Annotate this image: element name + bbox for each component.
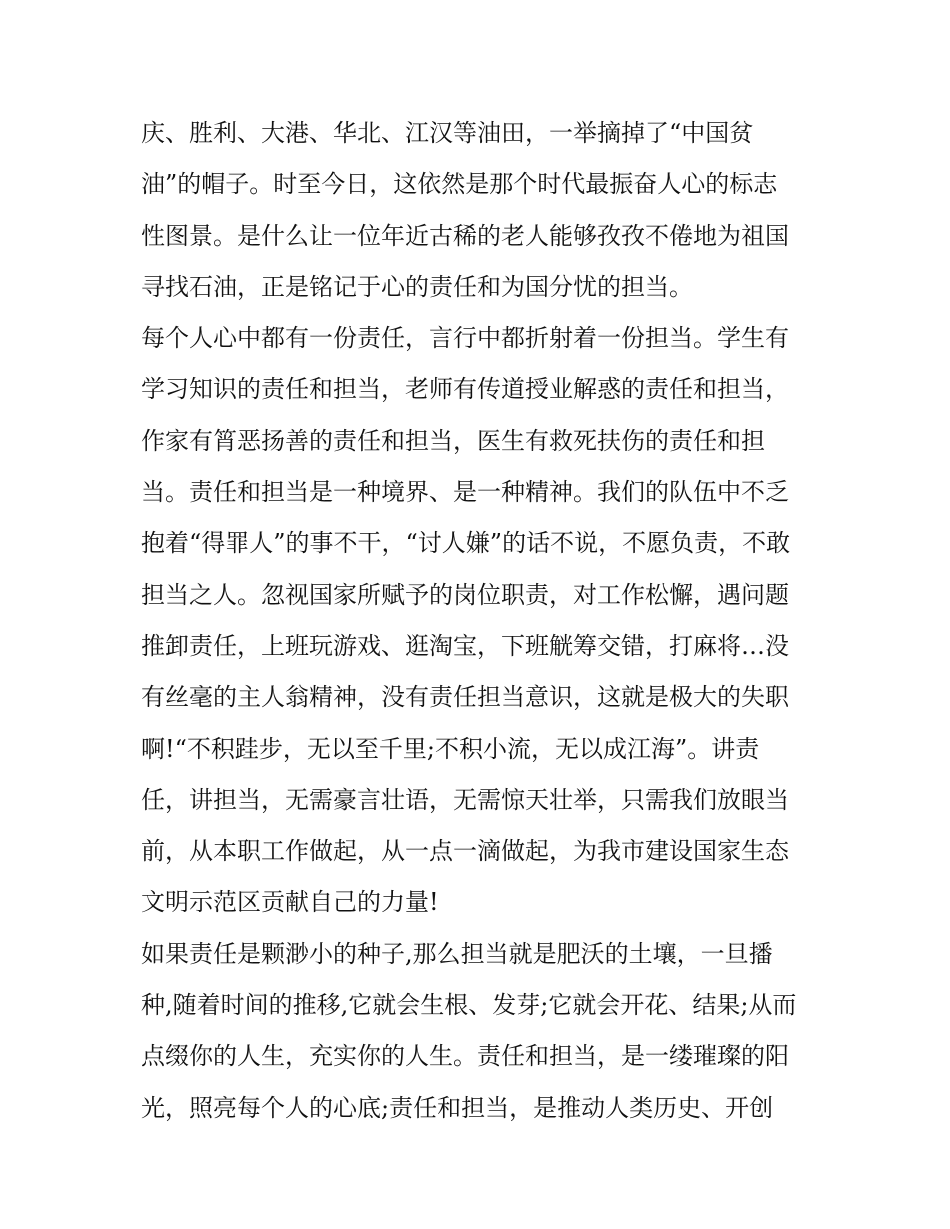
text-line: 油”的帽子。时至今日，这依然是那个时代最振奋人心的标志 xyxy=(141,170,778,199)
text-line: 前，从本职工作做起，从一点一滴做起，为我市建设国家生态 xyxy=(141,837,789,866)
text-line: 当。责任和担当是一种境界、是一种精神。我们的队伍中不乏 xyxy=(141,478,789,507)
text-line: 如果责任是颗渺小的种子,那么担当就是肥沃的土壤，一旦播 xyxy=(141,939,773,968)
text-line: 性图景。是什么让一位年近古稀的老人能够孜孜不倦地为祖国 xyxy=(141,221,789,250)
text-line: 每个人心中都有一份责任，言行中都折射着一份担当。学生有 xyxy=(141,324,789,353)
document-body xyxy=(141,108,821,1134)
text-line: 担当之人。忽视国家所赋予的岗位职责，对工作松懈，遇问题 xyxy=(141,580,789,609)
text-line: 抱着“得罪人”的事不干，“讨人嫌”的话不说，不愿负责，不敢 xyxy=(141,529,791,558)
text-line: 作家有筲恶扬善的责任和担当，医生有救死扶伤的责任和担 xyxy=(141,426,765,455)
text-line: 任，讲担当，无需豪言壮语，无需惊天壮举，只需我们放眼当 xyxy=(141,785,789,814)
text-line: 寻找石油，正是铭记于心的责任和为国分忧的担当。 xyxy=(141,272,693,301)
text-line: 啊!“不积跬步，无以至千里;不积小流，无以成江海”。讲责 xyxy=(141,734,760,763)
text-line: 有丝毫的主人翁精神，没有责任担当意识，这就是极大的失职 xyxy=(141,683,789,712)
text-line: 文明示范区贡献自己的力量! xyxy=(141,888,439,917)
text-line: 种,随着时间的推移,它就会生根、发芽;它就会开花、结果;从而 xyxy=(141,991,797,1020)
text-line: 推卸责任，上班玩游戏、逛淘宝，下班觥筹交错，打麻将…没 xyxy=(141,631,789,660)
text-line: 庆、胜利、大港、华北、江汉等油田，一举摘掉了“中国贫 xyxy=(141,119,754,147)
text-line: 点缀你的人生，充实你的人生。责任和担当，是一缕璀璨的阳 xyxy=(141,1042,789,1071)
text-line: 学习知识的责任和担当，老师有传道授业解惑的责任和担当， xyxy=(141,375,789,404)
text-line: 光，照亮每个人的心底;责任和担当，是推动人类历史、开创 xyxy=(141,1093,774,1122)
